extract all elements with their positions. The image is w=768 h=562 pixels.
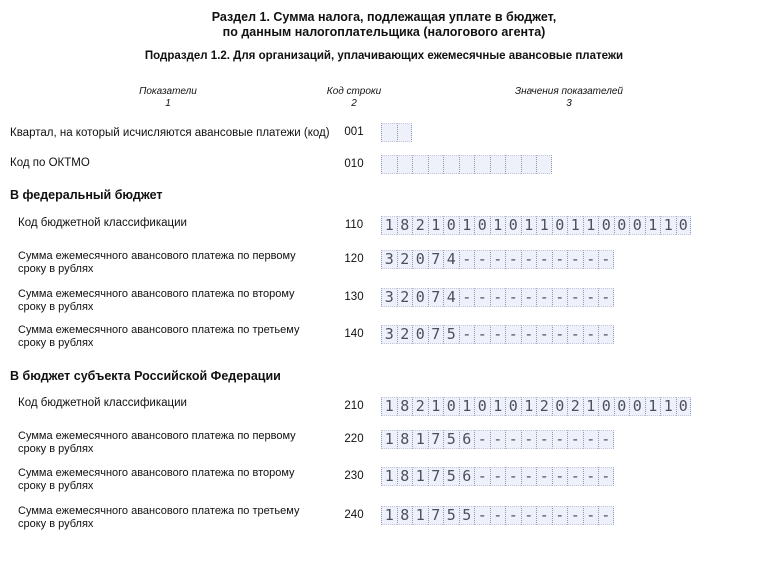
row-110-code: 110	[344, 219, 364, 231]
value-cell: -	[583, 325, 599, 344]
value-cell: -	[583, 467, 599, 486]
row-130-label	[18, 288, 295, 314]
value-cell: -	[459, 250, 475, 269]
value-cell	[428, 155, 444, 174]
value-cell	[443, 155, 459, 174]
value-cell: 8	[397, 430, 413, 449]
value-cell: 6	[459, 430, 475, 449]
value-cell: 2	[397, 325, 413, 344]
row-210-value[interactable]	[381, 397, 691, 416]
row-230-label-line2: сроку в рублях	[18, 480, 94, 492]
value-cell: -	[474, 250, 490, 269]
value-cell: -	[598, 506, 614, 525]
value-cell: -	[521, 288, 537, 307]
row-220-label	[18, 430, 296, 456]
value-cell: 0	[676, 216, 692, 235]
row-001-code: 001	[344, 126, 364, 138]
form-title-line2: по данным налогоплательщика (налогового агента)	[222, 25, 546, 39]
row-230-code: 230	[344, 470, 364, 482]
value-cell: -	[552, 325, 568, 344]
value-cell: 0	[474, 397, 490, 416]
column-header-2-name: Код строки	[326, 86, 382, 97]
value-cell: -	[536, 325, 552, 344]
row-140-label	[18, 324, 299, 350]
value-cell	[521, 155, 537, 174]
value-cell: 0	[412, 288, 428, 307]
value-cell	[459, 155, 475, 174]
value-cell: 0	[614, 397, 630, 416]
value-cell: -	[567, 506, 583, 525]
value-cell: -	[474, 430, 490, 449]
value-cell: 2	[412, 216, 428, 235]
row-120-label-line1: Сумма ежемесячного авансового платежа по первому	[18, 250, 296, 262]
row-120-label-line2: сроку в рублях	[18, 263, 94, 275]
value-cell: 8	[397, 506, 413, 525]
value-cell: 0	[474, 216, 490, 235]
value-cell: -	[505, 430, 521, 449]
row-130-value[interactable]	[381, 288, 614, 307]
row-001-label: Квартал, на который исчисляются авансовые платежи (код)	[10, 127, 330, 139]
value-cell: 5	[443, 325, 459, 344]
value-cell: -	[474, 467, 490, 486]
value-cell: 0	[552, 397, 568, 416]
value-cell: -	[598, 467, 614, 486]
value-cell	[381, 155, 397, 174]
value-cell: 1	[567, 216, 583, 235]
value-cell: 3	[381, 325, 397, 344]
value-cell: 2	[397, 250, 413, 269]
row-140-label-line2: сроку в рублях	[18, 337, 94, 349]
row-140-label-line1: Сумма ежемесячного авансового платежа по третьему	[18, 324, 300, 336]
value-cell: 1	[381, 216, 397, 235]
value-cell: 0	[505, 397, 521, 416]
row-240-code: 240	[344, 509, 364, 521]
value-cell: 0	[676, 397, 692, 416]
value-cell: 7	[428, 288, 444, 307]
value-cell: -	[567, 325, 583, 344]
value-cell: 2	[397, 288, 413, 307]
value-cell: 7	[428, 430, 444, 449]
value-cell: -	[598, 430, 614, 449]
value-cell: 1	[490, 216, 506, 235]
row-220-label-line2: сроку в рублях	[18, 443, 94, 455]
value-cell: 0	[552, 216, 568, 235]
value-cell: -	[536, 430, 552, 449]
form-title-line1: Раздел 1. Сумма налога, подлежащая уплате в бюджет,	[211, 10, 557, 24]
value-cell: 1	[381, 397, 397, 416]
value-cell: 8	[397, 216, 413, 235]
value-cell: 1	[428, 216, 444, 235]
value-cell: 0	[505, 216, 521, 235]
row-120-code: 120	[344, 253, 364, 265]
row-230-label	[18, 467, 295, 493]
value-cell: 0	[412, 325, 428, 344]
value-cell: 1	[412, 430, 428, 449]
row-010-value[interactable]	[381, 155, 552, 174]
form-subtitle: Подраздел 1.2. Для организаций, уплачивающих ежемесячные авансовые платежи	[144, 50, 624, 62]
value-cell: -	[567, 467, 583, 486]
row-001-value[interactable]	[381, 123, 412, 142]
value-cell: 7	[428, 325, 444, 344]
row-120-label	[18, 250, 296, 276]
row-240-label-line2: сроку в рублях	[18, 518, 94, 530]
value-cell: 0	[598, 216, 614, 235]
value-cell: 1	[459, 397, 475, 416]
value-cell: 1	[381, 430, 397, 449]
value-cell: -	[474, 506, 490, 525]
value-cell: 8	[397, 397, 413, 416]
column-header-line-code	[314, 86, 394, 110]
value-cell: -	[459, 325, 475, 344]
column-header-1-num: 1	[165, 98, 171, 109]
value-cell: 8	[397, 467, 413, 486]
value-cell: 5	[459, 506, 475, 525]
value-cell: -	[474, 325, 490, 344]
value-cell: 5	[443, 467, 459, 486]
value-cell: 1	[645, 397, 661, 416]
value-cell: -	[505, 325, 521, 344]
value-cell: 7	[428, 250, 444, 269]
value-cell: -	[567, 288, 583, 307]
value-cell: 0	[629, 216, 645, 235]
row-230-label-line1: Сумма ежемесячного авансового платежа по второму	[18, 467, 295, 479]
value-cell: -	[505, 506, 521, 525]
value-cell: 1	[459, 216, 475, 235]
value-cell: 2	[536, 397, 552, 416]
value-cell	[397, 155, 413, 174]
value-cell: -	[490, 288, 506, 307]
value-cell: -	[521, 506, 537, 525]
value-cell: -	[536, 506, 552, 525]
value-cell: 0	[614, 216, 630, 235]
value-cell: -	[536, 467, 552, 486]
row-220-label-line1: Сумма ежемесячного авансового платежа по первому	[18, 430, 296, 442]
value-cell: -	[459, 288, 475, 307]
column-header-3-name: Значения показателей	[514, 86, 623, 97]
value-cell: -	[552, 506, 568, 525]
value-cell: -	[536, 250, 552, 269]
column-header-1-name: Показатели	[139, 86, 197, 97]
value-cell: 0	[412, 250, 428, 269]
value-cell: 1	[660, 216, 676, 235]
value-cell	[490, 155, 506, 174]
row-210-label: Код бюджетной классификации	[18, 397, 187, 409]
value-cell: 1	[660, 397, 676, 416]
value-cell: -	[598, 325, 614, 344]
row-240-label	[18, 505, 299, 531]
value-cell: 3	[381, 288, 397, 307]
value-cell: -	[598, 288, 614, 307]
value-cell: -	[552, 288, 568, 307]
row-220-code: 220	[344, 433, 364, 445]
value-cell: 0	[443, 397, 459, 416]
value-cell: 1	[381, 506, 397, 525]
value-cell: 3	[381, 250, 397, 269]
value-cell: -	[552, 467, 568, 486]
column-header-3-num: 3	[566, 98, 572, 109]
value-cell: 4	[443, 288, 459, 307]
value-cell: 1	[412, 506, 428, 525]
value-cell: -	[598, 250, 614, 269]
value-cell: -	[521, 325, 537, 344]
value-cell: -	[474, 288, 490, 307]
value-cell: -	[490, 325, 506, 344]
section-regional-heading: В бюджет субъекта Российской Федерации	[10, 369, 281, 383]
row-130-label-line1: Сумма ежемесячного авансового платежа по второму	[18, 288, 295, 300]
row-110-value[interactable]	[381, 216, 691, 235]
value-cell: 1	[381, 467, 397, 486]
value-cell	[474, 155, 490, 174]
value-cell: -	[521, 430, 537, 449]
row-220-value[interactable]	[381, 430, 614, 449]
row-240-value[interactable]	[381, 506, 614, 525]
row-240-label-line1: Сумма ежемесячного авансового платежа по третьему	[18, 505, 300, 517]
value-cell: 7	[428, 467, 444, 486]
row-120-value[interactable]	[381, 250, 614, 269]
value-cell: -	[583, 430, 599, 449]
row-140-code: 140	[344, 328, 364, 340]
row-110-label: Код бюджетной классификации	[18, 217, 187, 229]
value-cell: -	[490, 430, 506, 449]
value-cell: -	[505, 250, 521, 269]
value-cell: 1	[583, 397, 599, 416]
value-cell: -	[521, 250, 537, 269]
value-cell: -	[567, 430, 583, 449]
value-cell: 1	[536, 216, 552, 235]
row-010-label: Код по ОКТМО	[10, 157, 90, 169]
value-cell: 1	[490, 397, 506, 416]
row-130-label-line2: сроку в рублях	[18, 301, 94, 313]
value-cell: -	[505, 288, 521, 307]
value-cell: 1	[583, 216, 599, 235]
value-cell: -	[567, 250, 583, 269]
value-cell: -	[505, 467, 521, 486]
value-cell	[397, 123, 413, 142]
value-cell	[381, 123, 397, 142]
value-cell: 6	[459, 467, 475, 486]
value-cell: -	[583, 250, 599, 269]
row-140-value[interactable]	[381, 325, 614, 344]
value-cell: 0	[629, 397, 645, 416]
value-cell: 1	[428, 397, 444, 416]
value-cell: -	[552, 250, 568, 269]
value-cell: 2	[567, 397, 583, 416]
value-cell: 5	[443, 506, 459, 525]
value-cell: 0	[443, 216, 459, 235]
column-header-2-num: 2	[351, 98, 357, 109]
value-cell: -	[583, 288, 599, 307]
value-cell: 4	[443, 250, 459, 269]
value-cell: -	[521, 467, 537, 486]
value-cell: -	[552, 430, 568, 449]
column-header-indicators	[118, 86, 218, 110]
row-210-code: 210	[344, 400, 364, 412]
section-federal-heading: В федеральный бюджет	[10, 188, 163, 202]
value-cell: 5	[443, 430, 459, 449]
value-cell: 1	[521, 216, 537, 235]
value-cell	[505, 155, 521, 174]
column-header-values	[499, 86, 639, 110]
value-cell	[412, 155, 428, 174]
value-cell: 7	[428, 506, 444, 525]
value-cell: 2	[412, 397, 428, 416]
value-cell: 1	[521, 397, 537, 416]
value-cell: -	[490, 250, 506, 269]
row-230-value[interactable]	[381, 467, 614, 486]
row-130-code: 130	[344, 291, 364, 303]
value-cell	[536, 155, 552, 174]
value-cell: -	[536, 288, 552, 307]
value-cell: -	[583, 506, 599, 525]
row-010-code: 010	[344, 158, 364, 170]
value-cell: -	[490, 506, 506, 525]
value-cell: 1	[645, 216, 661, 235]
value-cell: 0	[598, 397, 614, 416]
value-cell: -	[490, 467, 506, 486]
value-cell: 1	[412, 467, 428, 486]
